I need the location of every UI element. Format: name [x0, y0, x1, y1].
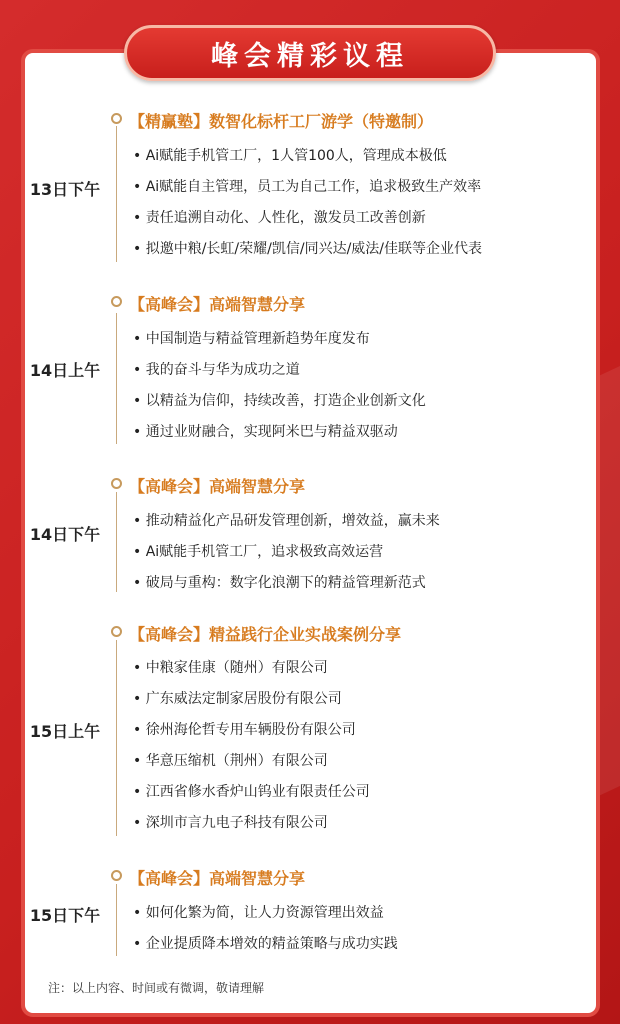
session-item: • 徐州海伦哲专用车辆股份有限公司 [133, 722, 356, 738]
session-title: 【高峰会】高端智慧分享 [129, 295, 306, 314]
session-item: • 破局与重构：数字化浪潮下的精益管理新范式 [133, 575, 426, 591]
session-item: • 我的奋斗与华为成功之道 [133, 362, 300, 378]
session-item: • 华意压缩机（荆州）有限公司 [133, 753, 328, 769]
timeline-dot-icon [111, 870, 122, 881]
session-item: • 责任追溯自动化、人性化，激发员工改善创新 [133, 210, 426, 226]
session-item: • 推动精益化产品研发管理创新，增效益，赢未来 [133, 513, 440, 529]
timeline-dot-icon [111, 113, 122, 124]
timeline-dot-icon [111, 478, 122, 489]
session-item: • 中粮家佳康（随州）有限公司 [133, 660, 328, 676]
session-item: • 深圳市言九电子科技有限公司 [133, 815, 328, 831]
session-item: • 通过业财融合，实现阿米巴与精益双驱动 [133, 424, 398, 440]
session-item: • Ai赋能手机管工厂，追求极致高效运营 [133, 544, 384, 560]
banner-title: 峰会精彩议程 [211, 40, 409, 72]
timeline-line [116, 884, 117, 956]
session-time: 15日下午 [29, 906, 101, 925]
session-item: • 拟邀中粮/长虹/荣耀/凯信/同兴达/威法/佳联等企业代表 [133, 241, 483, 257]
session-item: • 以精益为信仰，持续改善，打造企业创新文化 [133, 393, 426, 409]
timeline-line [116, 492, 117, 592]
session-time: 14日上午 [29, 361, 101, 380]
session-title: 【高峰会】精益践行企业实战案例分享 [129, 625, 402, 644]
session-time: 15日上午 [29, 722, 101, 741]
session-item: • 中国制造与精益管理新趋势年度发布 [133, 331, 370, 347]
timeline-line [116, 126, 117, 262]
session-item: • 如何化繁为简，让人力资源管理出效益 [133, 905, 384, 921]
session-time: 14日下午 [29, 525, 101, 544]
session-time: 13日下午 [29, 180, 101, 199]
session-title: 【高峰会】高端智慧分享 [129, 869, 306, 888]
session-item: • 江西省修水香炉山钨业有限责任公司 [133, 784, 370, 800]
session-item: • Ai赋能手机管工厂，1人管100人，管理成本极低 [133, 148, 447, 164]
timeline-line [116, 640, 117, 836]
session-item: • Ai赋能自主管理，员工为自己工作，追求极致生产效率 [133, 179, 482, 195]
session-title: 【精赢塾】数智化标杆工厂游学（特邀制） [129, 112, 434, 131]
timeline-dot-icon [111, 296, 122, 307]
timeline-dot-icon [111, 626, 122, 637]
timeline-line [116, 313, 117, 444]
session-item: • 企业提质降本增效的精益策略与成功实践 [133, 936, 398, 952]
session-item: • 广东威法定制家居股份有限公司 [133, 691, 342, 707]
session-title: 【高峰会】高端智慧分享 [129, 477, 306, 496]
footnote: 注：以上内容、时间或有微调，敬请理解 [48, 981, 265, 995]
agenda-banner [124, 25, 496, 81]
